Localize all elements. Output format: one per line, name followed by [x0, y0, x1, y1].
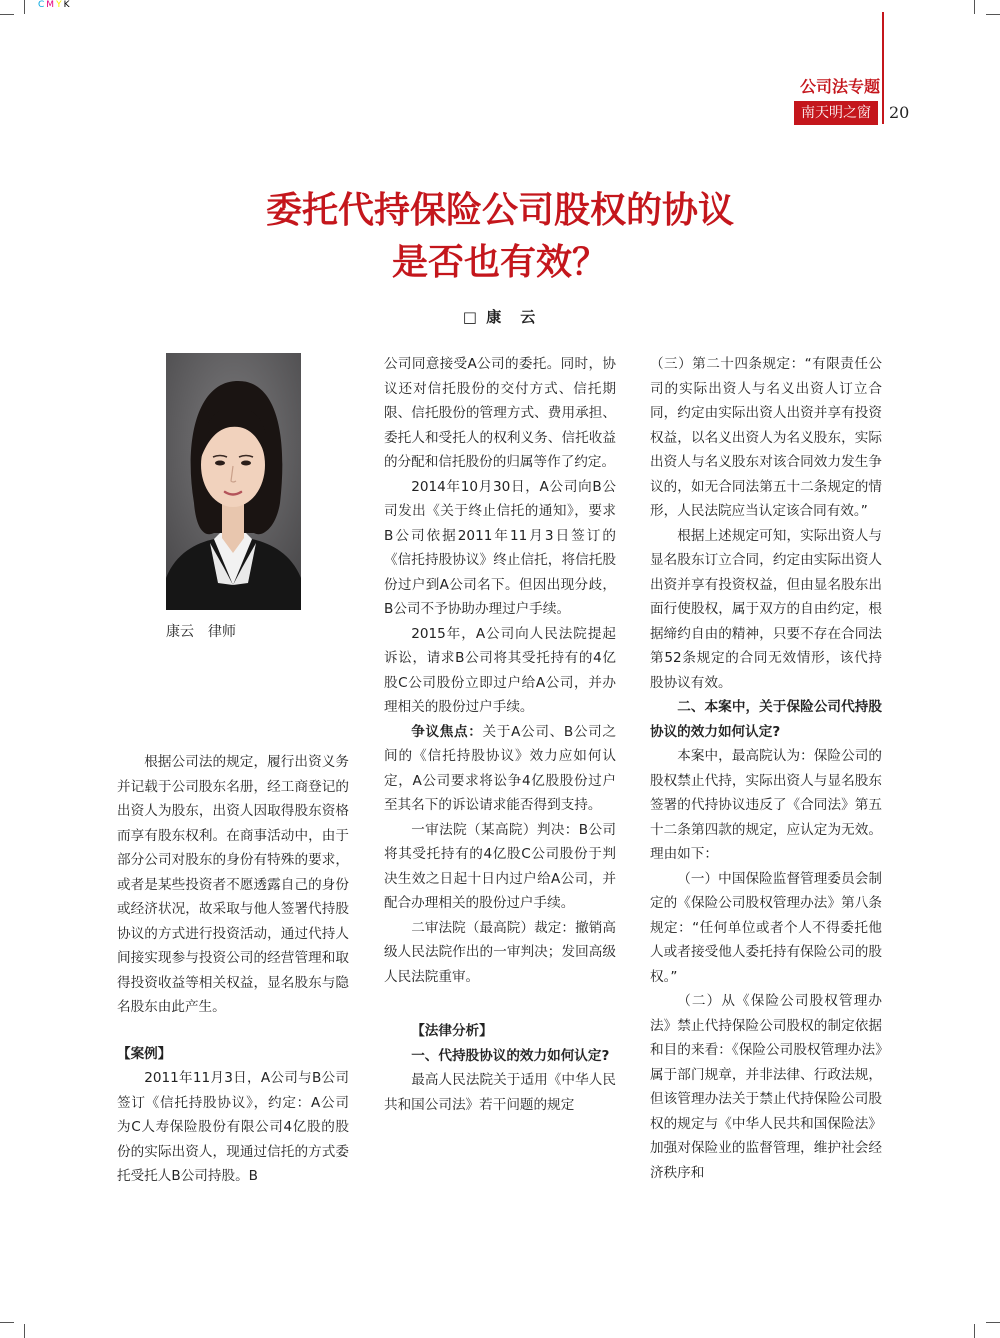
author-portrait [166, 353, 301, 610]
case-heading: 【案例】 [117, 1045, 172, 1062]
dispute-label: 争议焦点： [411, 723, 483, 740]
crop-mark [24, 0, 25, 14]
section-label: 公司法专题 [799, 77, 880, 96]
article-author: □ 康 云 [462, 308, 538, 326]
body-paragraph: 二审法院（最高院）裁定：撤销高级人民法院作出的一审判决；发回高级人民法院重审。 [384, 919, 616, 985]
body-paragraph: （三）第二十四条规定：“有限责任公司的实际出资人与名义出资人订立合同，约定由实际出资人出资并享有投资权益，以名义出资人为名义股东，实际出资人与名义股东对该合同效力发生争议的，如无合同法第五十二条规定的情形，人民法院应当认定该合同有效。” [650, 356, 882, 519]
legal-analysis-heading: 【法律分析】 [411, 1023, 493, 1039]
subheading-1: 一、代持股协议的效力如何认定? [411, 1047, 610, 1064]
case-paragraph: 2011年11月3日，A公司与B公司签订《信托持股协议》，约定：A公司为C人寿保险股份有限公司4亿股的股份的实际出资人，现通过信托的方式委托受托人B公司持股。B [117, 1070, 349, 1184]
dispute-paragraph [384, 720, 616, 818]
body-paragraph: 一审法院（某高院）判决：B公司将其受托持有的4亿股C公司股份于判决生效之日起十日内过户给A公司，并配合办理相关的股份过户手续。 [384, 821, 616, 911]
body-paragraph: （一）中国保险监督管理委员会制定的《保险公司股权管理办法》第八条规定：“任何单位或者个人不得委托他人或者接受他人委托持有保险公司的股权。” [650, 870, 882, 985]
article-column-2 [384, 352, 616, 1117]
body-paragraph: 最高人民法院关于适用《中华人民共和国公司法》若干问题的规定 [384, 1072, 616, 1113]
portrait-caption: 康云 律师 [166, 624, 236, 640]
dispute-text: 关于A公司、B公司之间的《信托持股协议》效力应如何认定，A公司要求将讼争4亿股股份过户至其名下的诉讼请求能否得到支持。 [384, 723, 617, 813]
body-paragraph: 本案中，最高院认为：保险公司的股权禁止代持，实际出资人与显名股东签署的代持协议违反了《合同法》第五十二条第四款的规定，应认定为无效。理由如下： [650, 748, 882, 862]
crop-mark [974, 0, 975, 14]
header-divider [882, 12, 884, 124]
crop-mark [24, 1324, 25, 1338]
body-paragraph: （二）从《保险公司股权管理办法》禁止代持保险公司股权的制定依据和目的来看：《保险公司股权管理办法》属于部门规章，并非法律、行政法规，但该管理办法关于禁止代持保险公司股权的规定与《中华人民共和国保险法》加强对保险业的监督管理，维护社会经济秩序和 [650, 993, 882, 1181]
crop-mark [974, 1324, 975, 1338]
body-paragraph: 根据上述规定可知，实际出资人与显名股东订立合同，约定由实际出资人出资并享有投资权益，但由显名股东出面行使股权，属于双方的自由约定，根据缔约自由的精神，只要不存在合同法第52条规定的合同无效情形，该代持股协议有效。 [650, 527, 882, 691]
column-label: 南天明之窗 [794, 101, 878, 125]
article-column-3 [650, 352, 882, 1185]
intro-paragraph: 根据公司法的规定，履行出资义务并记载于公司股东名册，经工商登记的出资人为股东，出资人因取得股东资格而享有股东权利。在商事活动中，由于部分公司对股东的身份有特殊的要求，或者是某些投资者不愿透露自己的身份或经济状况，故采取与他人签署代持股协议的方式进行投资活动，通过代持人间接实现参与投资公司的经营管理和取得投资收益等相关权益，显名股东与隐名股东由此产生。 [117, 754, 349, 1015]
article-column-1 [117, 750, 349, 1189]
crop-mark [0, 14, 14, 15]
article-title-line1: 委托代持保险公司股权的协议 [265, 190, 734, 231]
color-registration-marks: CMYK [38, 0, 72, 10]
crop-mark [986, 14, 1000, 15]
crop-mark [0, 1322, 14, 1323]
crop-mark [986, 1322, 1000, 1323]
subheading-2: 二、本案中，关于保险公司代持股协议的效力如何认定? [650, 699, 882, 740]
body-paragraph: 公司同意接受A公司的委托。同时，协议还对信托股份的交付方式、信托期限、信托股份的管理方式、费用承担、委托人和受托人的权利义务、信托收益的分配和信托股份的归属等作了约定。 [384, 356, 616, 470]
page-number: 20 [889, 103, 910, 122]
article-title-line2: 是否也有效？ [391, 242, 608, 283]
body-paragraph: 2015年，A公司向人民法院提起诉讼，请求B公司将其受托持有的4亿股C公司股份立即过户给A公司，并办理相关的股份过户手续。 [384, 625, 616, 715]
body-paragraph: 2014年10月30日，A公司向B公司发出《关于终止信托的通知》，要求B公司依据2011年11月3日签订的《信托持股协议》终止信托，将信托股份过户到A公司名下。但因出现分歧，B公司不予协助办理过户手续。 [384, 478, 616, 617]
